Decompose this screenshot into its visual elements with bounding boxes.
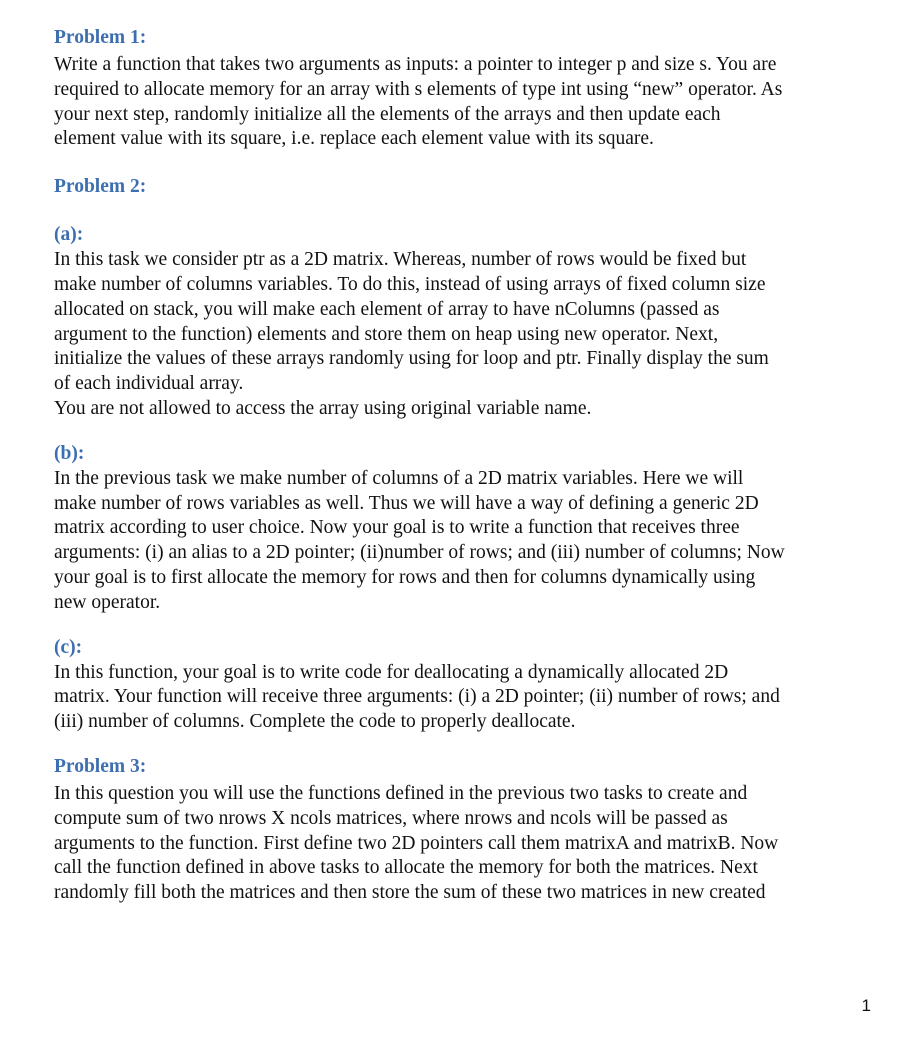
text-line: In this question you will use the functions defined in the previous two tasks to create and	[54, 782, 748, 804]
problem-2c-heading: (c):	[54, 636, 83, 658]
problem-2-heading: Problem 2:	[54, 176, 147, 198]
text-line: your goal is to first allocate the memory for rows and then for columns dynamically using	[54, 566, 756, 588]
text-line: your next step, randomly initialize all the elements of the arrays and then update each	[54, 103, 721, 125]
document-page	[54, 26, 879, 906]
text-line: randomly fill both the matrices and then store the sum of these two matrices in new created	[54, 882, 766, 904]
text-line: arguments to the function. First define two 2D pointers call them matrixA and matrixB. Now	[54, 832, 779, 854]
problem-1-heading: Problem 1:	[54, 27, 147, 48]
text-line: You are not allowed to access the array using original variable name.	[54, 397, 592, 419]
text-line: arguments: (i) an alias to a 2D pointer; (ii)number of rows; and (iii) number of columns; Now	[54, 542, 785, 564]
text-line: argument to the function) elements and store them on heap using new operator. Next,	[54, 323, 719, 345]
text-line: allocated on stack, you will make each element of array to have nColumns (passed as	[54, 298, 720, 320]
text-line: In the previous task we make number of columns of a 2D matrix variables. Here we will	[54, 467, 744, 489]
problem-2a-text	[54, 248, 879, 422]
problem-2b-text	[54, 467, 879, 616]
problem-3-heading: Problem 3:	[54, 755, 147, 777]
text-line: initialize the values of these arrays randomly using for loop and ptr. Finally display the sum	[54, 348, 769, 370]
text-line: matrix according to user choice. Now your goal is to write a function that receives three	[54, 517, 740, 539]
page-number: 1	[861, 996, 871, 1015]
text-line: Write a function that takes two arguments as inputs: a pointer to integer p and size s. You are	[54, 54, 777, 75]
text-line: make number of columns variables. To do this, instead of using arrays of fixed column size	[54, 273, 766, 295]
text-line: new operator.	[54, 591, 161, 613]
text-line: required to allocate memory for an array with s elements of type int using “new” operator. As	[54, 78, 783, 100]
text-line: In this task we consider ptr as a 2D matrix. Whereas, number of rows would be fixed but	[54, 249, 747, 271]
text-line: make number of rows variables as well. Thus we will have a way of defining a generic 2D	[54, 492, 759, 514]
text-line: compute sum of two nrows X ncols matrices, where nrows and ncols will be passed as	[54, 807, 728, 829]
text-line: matrix. Your function will receive three arguments: (i) a 2D pointer; (ii) number of rows; and	[54, 686, 780, 708]
problem-1-text	[54, 53, 879, 152]
problem-3-text	[54, 782, 879, 906]
problem-2b-heading: (b):	[54, 442, 85, 464]
problem-2a-heading: (a):	[54, 224, 84, 246]
text-line: element value with its square, i.e. replace each element value with its square.	[54, 128, 654, 150]
text-line: In this function, your goal is to write code for deallocating a dynamically allocated 2D	[54, 661, 729, 683]
text-line: (iii) number of columns. Complete the code to properly deallocate.	[54, 711, 576, 733]
text-line: call the function defined in above tasks to allocate the memory for both the matrices. Next	[54, 857, 758, 879]
text-line: of each individual array.	[54, 373, 244, 395]
problem-2c-text	[54, 661, 879, 735]
